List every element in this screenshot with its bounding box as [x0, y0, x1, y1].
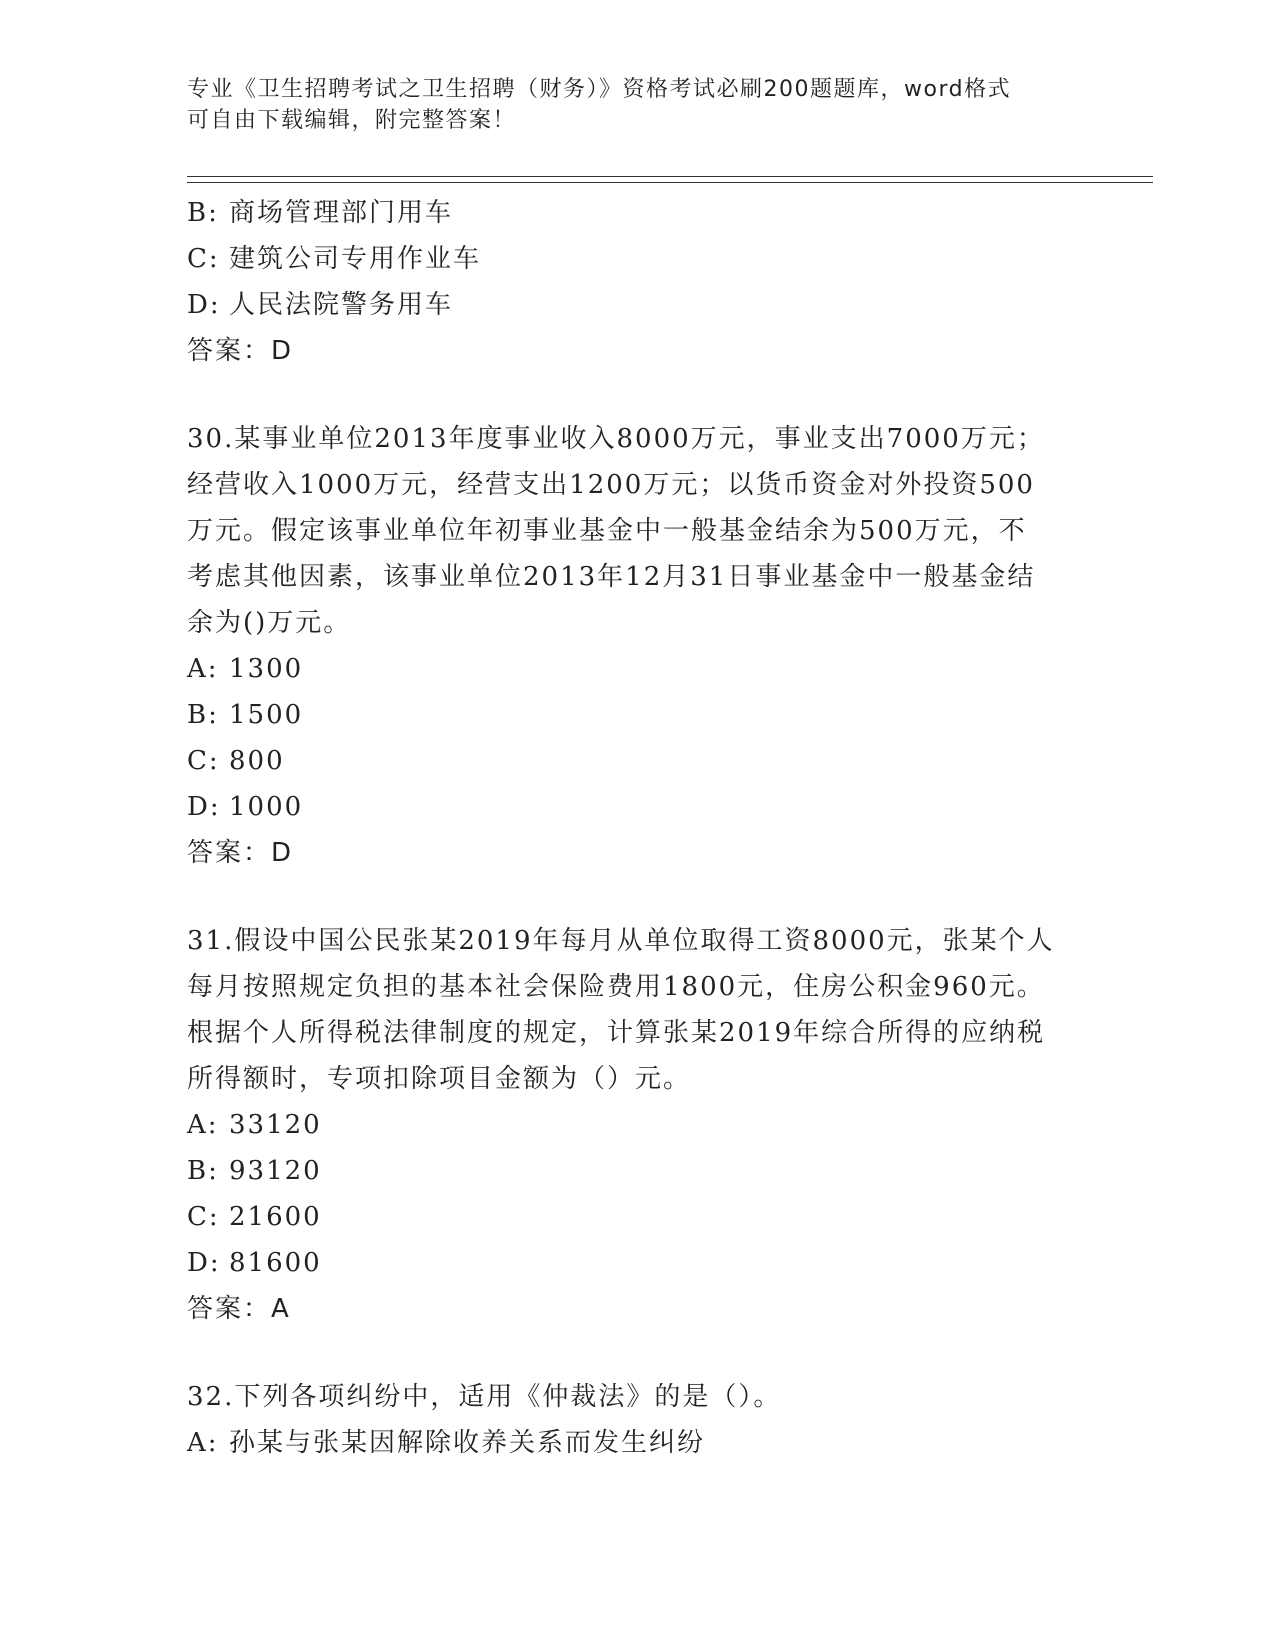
- option-text: 人民法院警务用车: [229, 290, 454, 320]
- spacer: [187, 1332, 1087, 1374]
- option-letter: C:: [187, 746, 220, 776]
- answer-line: 答案：D: [187, 838, 294, 868]
- question-text-line: 万元。假定该事业单位年初事业基金中一般基金结余为500万元，不: [187, 516, 1027, 546]
- option-letter: B:: [187, 700, 219, 730]
- option-letter: A:: [187, 1428, 219, 1458]
- option-letter: C:: [187, 244, 220, 274]
- option-letter: A:: [187, 654, 219, 684]
- option-letter: B:: [187, 198, 219, 228]
- header-rule-top: [187, 176, 1153, 177]
- option-text: 800: [229, 746, 285, 776]
- spacer: [187, 876, 1087, 918]
- option-text: 建筑公司专用作业车: [229, 244, 482, 274]
- option-letter: A:: [187, 1110, 219, 1140]
- option-row: [187, 692, 1087, 738]
- question-text-line: 30.某事业单位2013年度事业收入8000万元，事业支出7000万元；: [187, 424, 1045, 454]
- option-row: [187, 784, 1087, 830]
- answer-line: 答案：A: [187, 1294, 291, 1324]
- answer-line: 答案：D: [187, 336, 294, 366]
- question-31-block: [187, 918, 1087, 1332]
- option-row: [187, 1420, 1087, 1466]
- document-header: [187, 74, 1067, 136]
- option-row: [187, 190, 1087, 236]
- header-line-2: 可自由下载编辑，附完整答案！: [187, 108, 517, 133]
- option-text: 1300: [229, 654, 304, 684]
- option-letter: B:: [187, 1156, 219, 1186]
- option-letter: D:: [187, 290, 221, 320]
- question-text-line: 考虑其他因素，该事业单位2013年12月31日事业基金中一般基金结: [187, 562, 1036, 592]
- option-text: 1500: [229, 700, 304, 730]
- header-rule-bottom: [187, 182, 1153, 183]
- prev-question-block: [187, 190, 1087, 374]
- question-30-block: [187, 416, 1087, 876]
- option-text: 93120: [229, 1156, 322, 1186]
- option-row: [187, 1102, 1087, 1148]
- option-row: [187, 282, 1087, 328]
- header-line-1: 专业《卫生招聘考试之卫生招聘（财务）》资格考试必刷200题题库，word格式: [187, 77, 1012, 102]
- question-32-block: [187, 1374, 1087, 1466]
- question-text-line: 所得额时，专项扣除项目金额为（）元。: [187, 1064, 692, 1094]
- question-text-line: 根据个人所得税法律制度的规定，计算张某2019年综合所得的应纳税: [187, 1018, 1046, 1048]
- option-row: [187, 646, 1087, 692]
- option-text: 孙某与张某因解除收养关系而发生纠纷: [229, 1428, 706, 1458]
- option-row: [187, 1194, 1087, 1240]
- option-text: 1000: [229, 792, 304, 822]
- spacer: [187, 374, 1087, 416]
- option-row: [187, 1148, 1087, 1194]
- option-row: [187, 738, 1087, 784]
- question-text-line: 余为()万元。: [187, 608, 352, 638]
- question-content: [187, 190, 1087, 1466]
- option-text: 33120: [229, 1110, 322, 1140]
- option-text: 商场管理部门用车: [229, 198, 454, 228]
- option-letter: C:: [187, 1202, 220, 1232]
- option-row: [187, 236, 1087, 282]
- question-text-line: 每月按照规定负担的基本社会保险费用1800元，住房公积金960元。: [187, 972, 1045, 1002]
- option-letter: D:: [187, 1248, 221, 1278]
- question-text-line: 经营收入1000万元，经营支出1200万元；以货币资金对外投资500: [187, 470, 1035, 500]
- option-text: 81600: [229, 1248, 322, 1278]
- question-text-line: 32.下列各项纠纷中，适用《仲裁法》的是（）。: [187, 1382, 782, 1412]
- option-row: [187, 1240, 1087, 1286]
- question-text-line: 31.假设中国公民张某2019年每月从单位取得工资8000元，张某个人: [187, 926, 1055, 956]
- option-letter: D:: [187, 792, 221, 822]
- option-text: 21600: [229, 1202, 322, 1232]
